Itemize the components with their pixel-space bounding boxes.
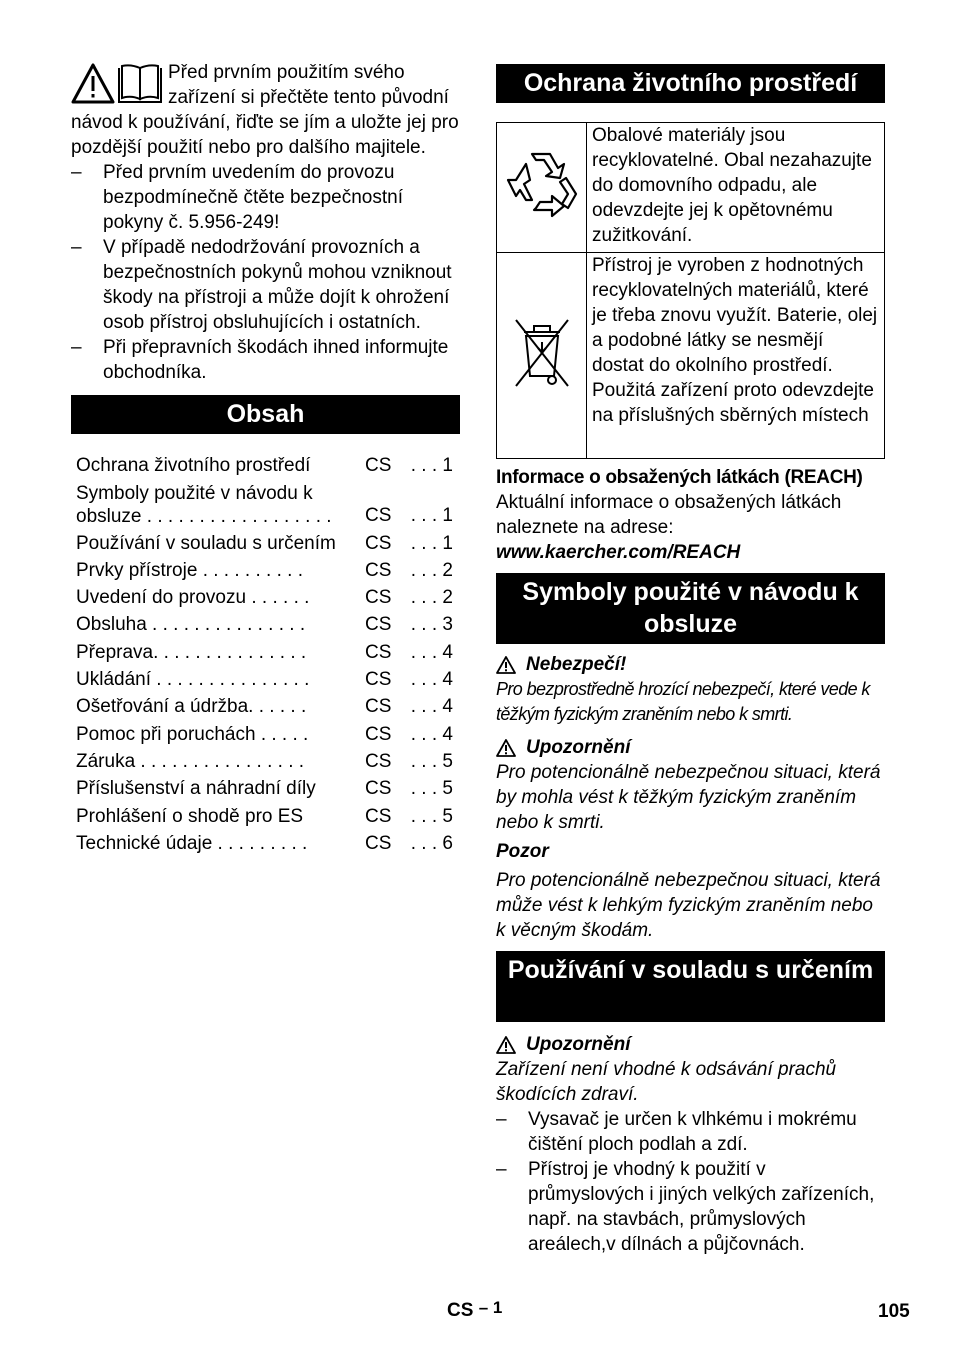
list-item: – Před prvním uvedením do provozu bezpodmínečně čtěte bezpečnostní pokyny č. 5.956-249!: [71, 160, 460, 235]
toc-entry[interactable]: Prvky přístroje . . . . . . . . . . CS . . . 2: [76, 559, 453, 581]
usage-warning-row: [496, 1032, 885, 1057]
intro-list: [71, 160, 460, 385]
toc-entry[interactable]: Záruka . . . . . . . . . . . . . . . . CS . . . 5: [76, 750, 453, 772]
crossed-bin-icon: [512, 312, 572, 392]
intro-text: Před prvním použitím svého zařízení si přečtěte tento původní návod k používání, řiďte se jím a uložte jej pro pozdější použití nebo pro dalšího majitele.: [71, 62, 459, 158]
caution-label: Pozor: [496, 841, 549, 862]
warning-label-row: [496, 735, 885, 760]
danger-label-row: [496, 652, 885, 677]
intro-section: [71, 60, 460, 385]
toc-entry[interactable]: Používání v souladu s určením CS . . . 1: [76, 532, 453, 554]
table-of-contents: [71, 451, 460, 856]
page-number: 105: [878, 1301, 910, 1322]
list-item: – V případě nedodržování provozních a bezpečnostních pokynů mohou vzniknout škody na přístroji a může dojít k ohrožení osob přístroj obsluhujících i ostatních.: [71, 235, 460, 335]
toc-entry[interactable]: Ošetřování a údržba. . . . . . CS . . . 4: [76, 696, 453, 718]
footer-lang: [447, 1298, 502, 1323]
footer-lang-code: CS: [447, 1300, 474, 1321]
reach-link[interactable]: www.kaercher.com/REACH: [496, 542, 741, 563]
usage-heading: Používání v souladu s určením: [496, 951, 885, 1022]
right-column: [496, 64, 885, 1257]
recycling-cell: [497, 123, 587, 253]
warning-text: Pro potencionálně nebezpečnou situaci, která by mohla vést k těžkým fyzickým zraněním nebo k smrti.: [496, 762, 881, 833]
toc-entry[interactable]: Pomoc při poruchách . . . . . CS . . . 4: [76, 723, 453, 745]
symbols-heading: Symboly použité v návodu k obsluze: [496, 573, 885, 644]
toc-entry[interactable]: Prohlášení o shodě pro ES CS . . . 5: [76, 805, 453, 827]
usage-list: [496, 1107, 885, 1257]
toc-entry[interactable]: Ukládání . . . . . . . . . . . . . . . CS . . . 4: [76, 669, 453, 691]
warning-triangle-icon: [496, 739, 516, 757]
warning-triangle-icon: [496, 656, 516, 674]
recycle-icon: [504, 148, 580, 220]
left-column: [71, 60, 460, 856]
danger-text: Pro bezprostředně hrozící nebezpečí, které vede k těžkým fyzickým zraněním nebo k smrti.: [496, 679, 870, 724]
list-item: – Vysavač je určen k vlhkému i mokrému čištění ploch podlah a zdí.: [496, 1107, 885, 1157]
warning-triangle-icon: [496, 1036, 516, 1054]
toc-heading: Obsah: [71, 395, 460, 434]
toc-entry[interactable]: Obsluha . . . . . . . . . . . . . . . CS . . . 3: [76, 614, 453, 636]
caution-text: Pro potencionálně nebezpečnou situaci, která může vést k lehkým fyzickým zraněním nebo k věcným škodám.: [496, 870, 881, 941]
footer-dash-page: – 1: [478, 1298, 503, 1317]
toc-entry[interactable]: Příslušenství a náhradní díly CS . . . 5: [76, 778, 453, 800]
environment-heading: Ochrana životního prostředí: [496, 64, 885, 103]
disposal-text: Přístroj je vyroben z hodnotných recyklovatelných materiálů, které je třeba znovu využít. Baterie, olej a podobné látky se nesmějí dostat do okolního prostředí. Použitá zařízení proto odevzdejte na příslušných sběrných místech: [587, 253, 885, 459]
warning-label: Upozornění: [526, 737, 631, 758]
usage-warning-text: Zařízení není vhodné k odsávání prachů škodících zdraví.: [496, 1059, 837, 1105]
toc-entry[interactable]: Ochrana životního prostředí CS . . . 1: [76, 455, 453, 477]
disposal-cell: [497, 253, 587, 459]
recycling-text: Obalové materiály jsou recyklovatelné. Obal nezahazujte do domovního odpadu, ale odevzdejte jej k opětovnému zužitkování.: [587, 123, 885, 253]
environment-table: [496, 122, 885, 459]
toc-entry[interactable]: Symboly použité v návodu k obsluze . . . . . . . . . . . . . . . . . . CS . . . 1: [76, 483, 453, 528]
list-item: – Při přepravních škodách ihned informujte obchodníka.: [71, 335, 460, 385]
toc-entry[interactable]: Uvedení do provozu . . . . . . CS . . . 2: [76, 587, 453, 609]
list-item: – Přístroj je vhodný k použití v průmyslových i jiných velkých zařízeních, např. na stavbách, průmyslových areálech,v dílnách a půjčovnách.: [496, 1157, 885, 1257]
toc-entry[interactable]: Technické údaje . . . . . . . . . CS . . . 6: [76, 832, 453, 854]
reach-text: Aktuální informace o obsažených látkách naleznete na adrese:: [496, 492, 842, 538]
warning-manual-icon: [71, 62, 165, 106]
danger-label: Nebezpečí!: [526, 654, 627, 675]
reach-title: Informace o obsažených látkách (REACH): [496, 467, 863, 488]
usage-warning-label: Upozornění: [526, 1034, 631, 1055]
toc-entry[interactable]: Přeprava. . . . . . . . . . . . . . . CS . . . 4: [76, 641, 453, 663]
